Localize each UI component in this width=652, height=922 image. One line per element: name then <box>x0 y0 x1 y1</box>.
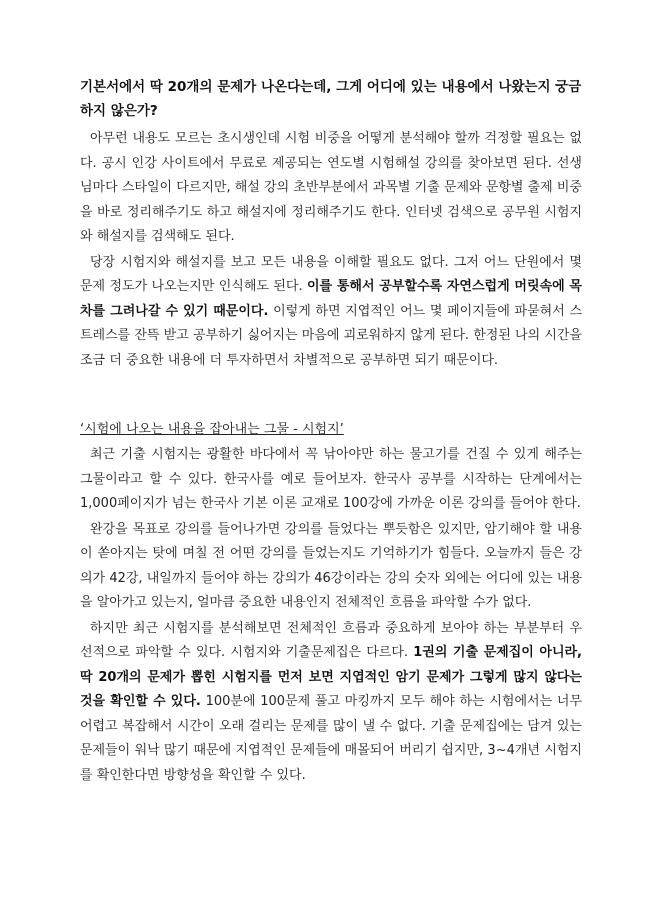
paragraph <box>80 251 582 374</box>
paragraph <box>80 617 582 789</box>
section-b-body <box>80 443 582 788</box>
paragraph <box>80 127 582 250</box>
paragraph-text: 당장 시험지와 해설지를 보고 모든 내용을 이해할 필요도 없다. 그저 어느 단원에서 몇 문제 정도가 나오는지만 인식해도 된다. <box>80 254 582 294</box>
paragraph-text: 완강을 목표로 강의를 들어나가면 강의를 들었다는 뿌듯함은 있지만, 암기해야 할 내용이 쏟아지는 탓에 며칠 전 어떤 강의를 들었는지도 기억하기가 힘들다. 오늘까지 들은 강의가 42강, 내일까지 들어야 하는 강의가 46강이라는 강의 숫자 외에는 어디에 있는 내용을 알아가고 있는지, 얼마큼 중요한 내용인지 전체적인 흐름을 파악할 수가 없다. <box>80 521 582 610</box>
paragraph-text: 하지만 최근 시험지를 분석해보면 전체적인 흐름과 중요하게 보아야 하는 부분부터 우선적으로 파악할 수 있다. 시험지와 기출문제집은 다르다. <box>80 620 582 660</box>
section-title: ‘시험에 나오는 내용을 잡아내는 그물 - 시험지’ <box>80 422 344 437</box>
paragraph-text: 최근 기출 시험지는 광활한 바다에서 꼭 낚아야만 하는 물고기를 건질 수 있게 해주는 그물이라고 할 수 있다. 한국사를 예로 들어보자. 한국사 공부를 시작하는 단계에서는 1,000페이지가 넘는 한국사 기본 이론 교재로 100강에 가까운 이론 강의를 들어야 한다. <box>80 447 582 511</box>
paragraph-text: 이렇게 하면 지엽적인 어느 몇 페이지들에 파묻혀서 스트레스를 잔뜩 받고 공부하기 싫어지는 마음에 괴로워하지 않게 된다. 한정된 나의 시간을 조금 더 중요한 내용에 더 투자하면서 차별적으로 공부하면 되기 때문이다. <box>80 303 582 368</box>
paragraph-text: 100분에 100문제 풀고 마킹까지 모두 해야 하는 시험에서는 너무 어렵고 복잡해서 시간이 오래 걸리는 문제를 많이 낼 수 없다. 기출 문제집에는 담겨 있는 문제들이 워낙 많기 때문에 지엽적인 문제들에 매몰되어 버리기 쉽지만, 3~4개년 시험지를 확인한다면 방향성을 확인할 수 있다. <box>80 694 582 783</box>
emphasized-text: 1권의 기출 문제집이 아니라, 딱 20개의 문제가 뽑힌 시험지를 먼저 보면 지엽적인 암기 문제가 그렇게 많지 않다는 것을 확인할 수 있다. <box>80 645 582 709</box>
paragraph <box>80 518 582 616</box>
section-gap <box>80 374 582 418</box>
page-heading: 기본서에서 딱 20개의 문제가 나온다는데, 그게 어디에 있는 내용에서 나왔는지 궁금하지 않은가? <box>80 79 582 119</box>
paragraph-text: 아무런 내용도 모르는 초시생인데 시험 비중을 어떻게 분석해야 할까 걱정할 필요는 없다. 공시 인강 사이트에서 무료로 제공되는 연도별 시험해설 강의를 찾아보면 된다. 선생님마다 스타일이 다르지만, 해설 강의 초반부분에서 과목별 기출 문제와 문항별 출제 비중을 바로 정리해주기도 하고 해설지에 정리해주기도 한다. 인터넷 검색으로 공무원 시험지와 해설지를 검색해도 된다. <box>80 131 582 244</box>
section-a-body <box>80 127 582 373</box>
emphasized-text: 이를 통해서 공부할수록 자연스럽게 머릿속에 목차를 그려나갈 수 있기 때문이다. <box>80 279 582 319</box>
paragraph <box>80 443 582 517</box>
